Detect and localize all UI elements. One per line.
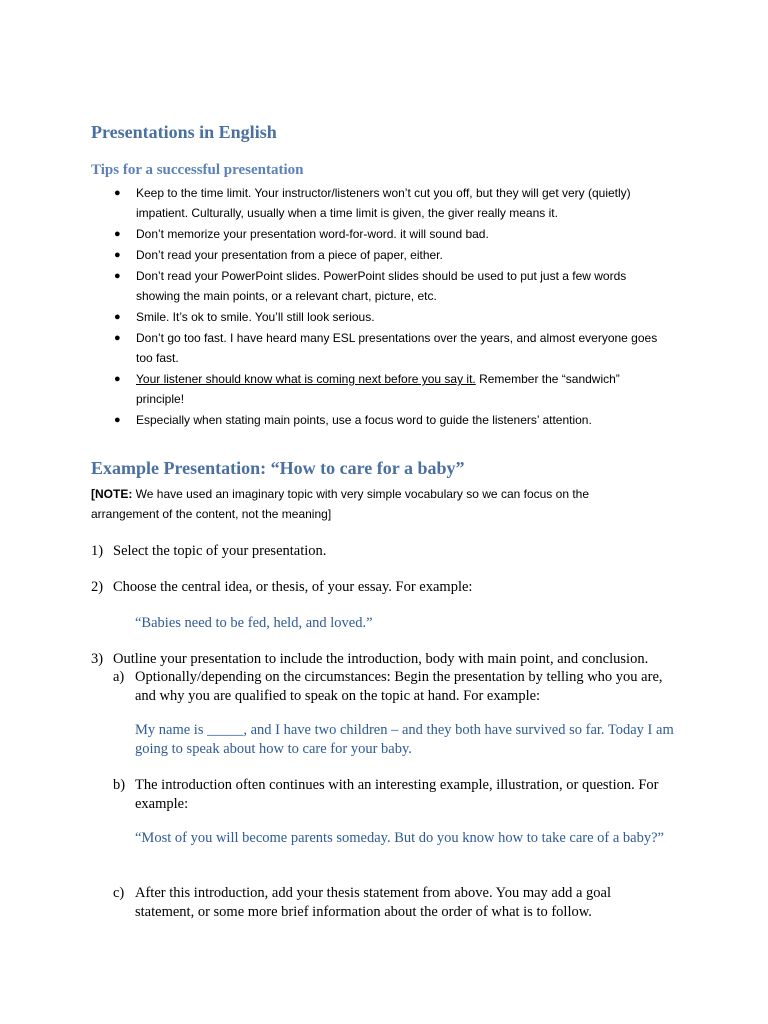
bullet-icon: ●: [114, 414, 121, 426]
list-item: ● Don’t go too fast. I have heard many ESL presentations over the years, and almost everyone goes too fast.: [0, 328, 666, 368]
question-example: “Most of you will become parents someday. But do you know how to take care of a baby?”: [135, 830, 664, 846]
bullet-icon: ●: [114, 270, 121, 282]
note-label: [NOTE:: [91, 487, 133, 501]
tips-heading: Tips for a successful presentation: [91, 162, 304, 178]
bullet-icon: ●: [114, 228, 121, 240]
bullet-icon: ●: [114, 187, 121, 199]
list-item: ● Keep to the time limit. Your instructor/listeners won’t cut you off, but they will get very (quietly) impatient. Culturally, usually when a time limit is given, the giver really means it.: [0, 183, 666, 223]
substep-b: b) The introduction often continues with an interesting example, illustration, or question. For example:: [113, 777, 659, 812]
bullet-icon: ●: [114, 332, 121, 344]
step-1: 1) Select the topic of your presentation.: [91, 543, 327, 559]
step-2: 2) Choose the central idea, or thesis, of your essay. For example:: [91, 579, 473, 595]
list-item: ● Your listener should know what is coming next before you say it. Remember the “sandwich” principle!: [0, 369, 666, 409]
intro-example: My name is _____, and I have two children – and they both have survived so far. Today I am going to speak about how to care for your baby.: [135, 722, 674, 757]
note-text: We have used an imaginary topic with very simple vocabulary so we can focus on the arrangement of the content, not the meaning]: [91, 487, 590, 521]
example-heading: Example Presentation: “How to care for a baby”: [91, 458, 465, 478]
list-item: ● Especially when stating main points, use a focus word to guide the listeners’ attention.: [0, 410, 666, 430]
step-3: 3) Outline your presentation to include the introduction, body with main point, and conclusion.: [91, 651, 649, 667]
list-item: ● Smile. It’s ok to smile. You’ll still look serious.: [0, 307, 666, 327]
page-title: Presentations in English: [91, 122, 277, 142]
list-item: ● Don’t memorize your presentation word-for-word. it will sound bad.: [0, 224, 666, 244]
substep-a: a) Optionally/depending on the circumstances: Begin the presentation by telling who you are, and why you are qualified to speak on the topic at hand. For example:: [113, 669, 663, 704]
list-item: ● Don’t read your PowerPoint slides. PowerPoint slides should be used to put just a few words showing the main points, or a relevant chart, picture, etc.: [0, 266, 666, 306]
underlined-tip: Your listener should know what is coming next before you say it.: [136, 372, 476, 386]
thesis-example: “Babies need to be fed, held, and loved.”: [135, 615, 373, 631]
bullet-icon: ●: [114, 311, 121, 323]
bullet-icon: ●: [114, 373, 121, 385]
tips-list: [0, 183, 768, 431]
note: [91, 484, 651, 524]
list-item: ● Don’t read your presentation from a piece of paper, either.: [0, 245, 666, 265]
bullet-icon: ●: [114, 249, 121, 261]
substep-c: c) After this introduction, add your thesis statement from above. You may add a goal statement, or some more brief information about the order of what is to follow.: [113, 885, 611, 920]
